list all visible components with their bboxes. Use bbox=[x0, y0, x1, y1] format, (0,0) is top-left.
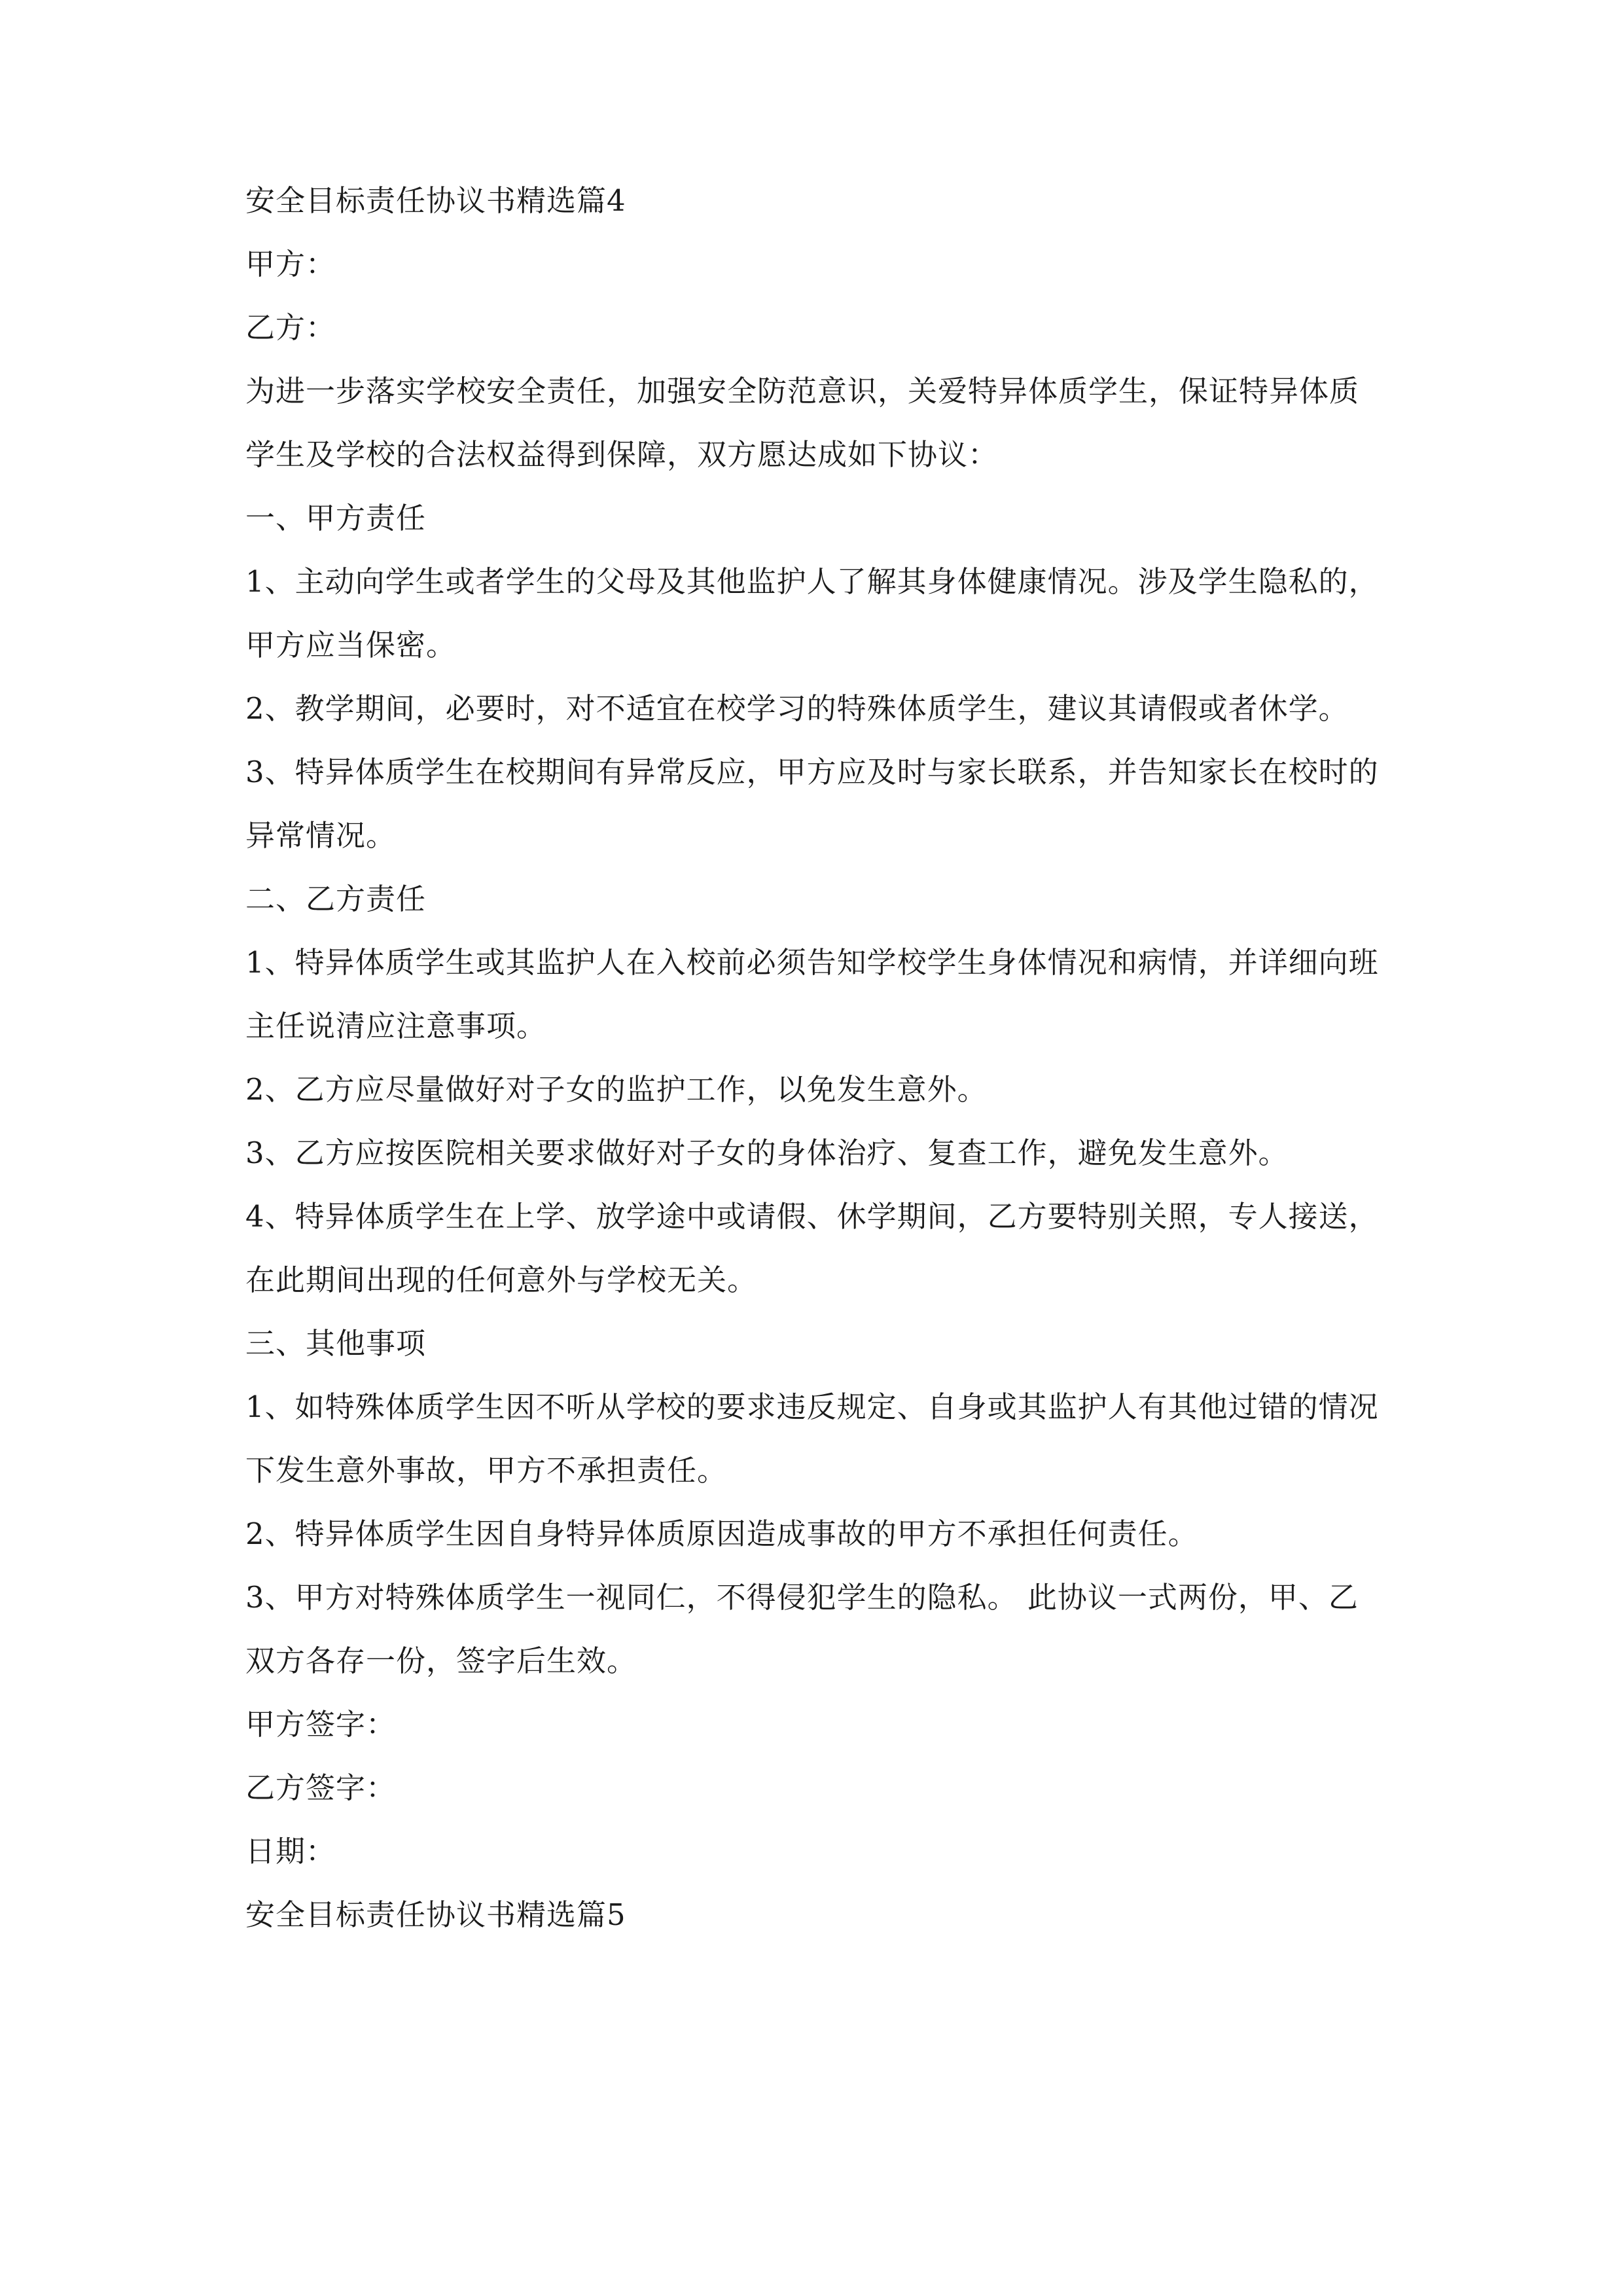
section-3-item: 1、如特殊体质学生因不听从学校的要求违反规定、自身或其监护人有其他过错的情况下发生意外事故，甲方不承担责任。 bbox=[245, 1390, 1379, 1488]
next-section-title: 安全目标责任协议书精选篇5 bbox=[245, 1897, 626, 1932]
section-3-title: 三、其他事项 bbox=[245, 1326, 427, 1361]
section-2-title: 二、乙方责任 bbox=[245, 882, 427, 916]
party-b-label: 乙方： bbox=[245, 310, 336, 345]
section-1-item: 2、教学期间，必要时，对不适宜在校学习的特殊体质学生，建议其请假或者休学。 bbox=[245, 691, 1349, 726]
section-1-title: 一、甲方责任 bbox=[245, 501, 427, 535]
section-3-item: 2、特异体质学生因自身特异体质原因造成事故的甲方不承担任何责任。 bbox=[245, 1516, 1198, 1551]
section-2-item: 4、特异体质学生在上学、放学途中或请假、休学期间，乙方要特别关照，专人接送，在此期间出现的任何意外与学校无关。 bbox=[245, 1199, 1379, 1297]
document-title: 安全目标责任协议书精选篇4 bbox=[245, 183, 626, 218]
signature-a-label: 甲方签字： bbox=[245, 1707, 397, 1742]
section-1-item: 3、特异体质学生在校期间有异常反应，甲方应及时与家长联系，并告知家长在校时的异常情况。 bbox=[245, 755, 1379, 853]
section-2-item: 1、特异体质学生或其监护人在入校前必须告知学校学生身体情况和病情，并详细向班主任说清应注意事项。 bbox=[245, 945, 1379, 1043]
section-3-item: 3、甲方对特殊体质学生一视同仁，不得侵犯学生的隐私。 此协议一式两份，甲、乙双方各存一份，签字后生效。 bbox=[245, 1580, 1359, 1678]
section-1-item: 1、主动向学生或者学生的父母及其他监护人了解其身体健康情况。涉及学生隐私的，甲方应当保密。 bbox=[245, 564, 1379, 662]
date-label: 日期： bbox=[245, 1834, 336, 1869]
party-a-label: 甲方： bbox=[245, 247, 336, 281]
document-body bbox=[245, 169, 1381, 1946]
section-2-item: 3、乙方应按医院相关要求做好对子女的身体治疗、复查工作，避免发生意外。 bbox=[245, 1136, 1289, 1170]
intro-paragraph: 为进一步落实学校安全责任，加强安全防范意识，关爱特异体质学生，保证特异体质学生及学校的合法权益得到保障，双方愿达成如下协议： bbox=[245, 374, 1360, 472]
section-2-item: 2、乙方应尽量做好对子女的监护工作，以免发生意外。 bbox=[245, 1072, 988, 1107]
signature-b-label: 乙方签字： bbox=[245, 1770, 397, 1805]
